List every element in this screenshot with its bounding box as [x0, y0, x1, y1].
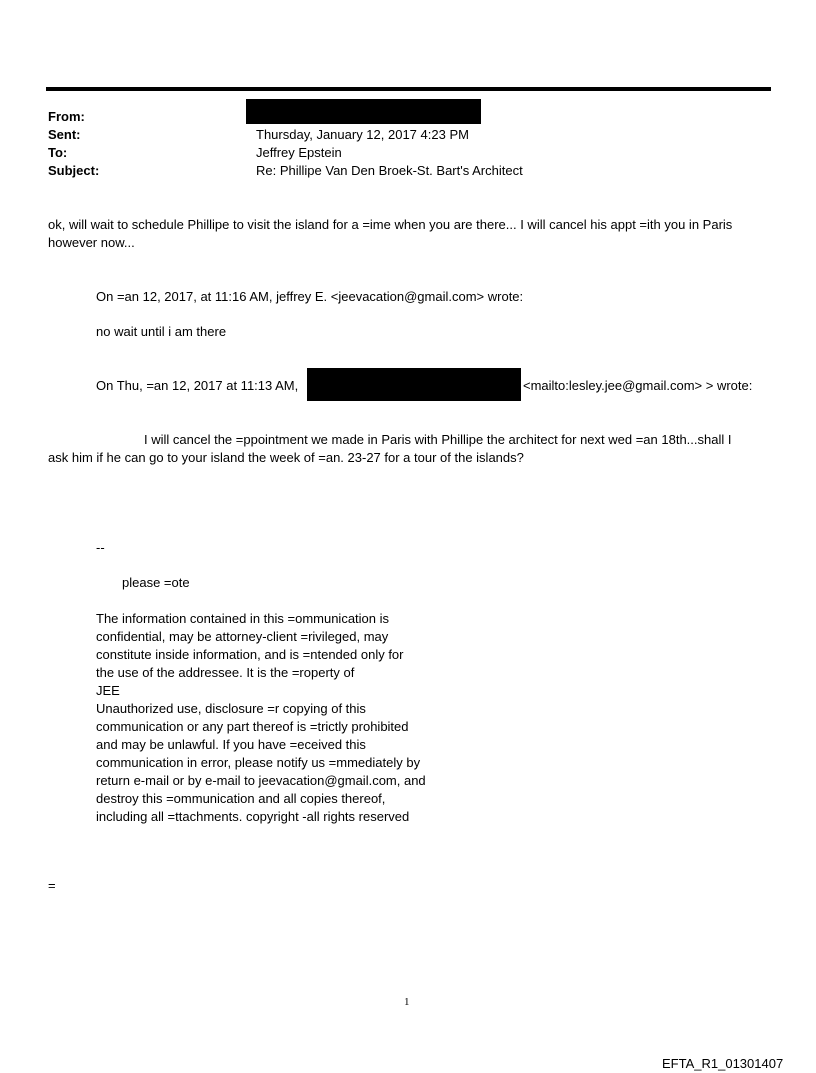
- reply-line-2: however now...: [48, 235, 135, 250]
- to-value: Jeffrey Epstein: [256, 145, 342, 160]
- disclaimer-line: including all =ttachments. copyright -all rights reserved: [96, 809, 410, 824]
- quote1-header: On =an 12, 2017, at 11:16 AM, jeffrey E. <jeevacation@gmail.com> wrote:: [96, 289, 524, 304]
- signature-dashes: --: [96, 540, 105, 555]
- sent-label: Sent:: [48, 127, 81, 142]
- reply-line-1: ok, will wait to schedule Phillipe to visit the island for a =ime when you are there... I will cancel his appt =ith you in Paris: [48, 217, 733, 232]
- disclaimer-line: and may be unlawful. If you have =eceived this: [96, 737, 366, 752]
- quote2-header-prefix: On Thu, =an 12, 2017 at 11:13 AM,: [96, 378, 299, 393]
- disclaimer-line: communication in error, please notify us =mmediately by: [96, 755, 421, 770]
- sender-redaction: [307, 368, 521, 401]
- disclaimer-line: communication or any part thereof is =trictly prohibited: [96, 719, 409, 734]
- disclaimer-line: Unauthorized use, disclosure =r copying of this: [96, 701, 366, 716]
- disclaimer: [96, 610, 426, 826]
- quote1-text: no wait until i am there: [96, 324, 227, 339]
- disclaimer-line: constitute inside information, and is =ntended only for: [96, 647, 404, 662]
- disclaimer-line: destroy this =ommunication and all copies thereof,: [96, 791, 386, 806]
- subject-label: Subject:: [48, 163, 100, 178]
- quote2-line-1: I will cancel the =ppointment we made in Paris with Phillipe the architect for next wed =an 18th...shall I: [144, 432, 732, 447]
- sent-value: Thursday, January 12, 2017 4:23 PM: [256, 127, 469, 142]
- from-redaction: [246, 99, 481, 124]
- from-label: From:: [48, 109, 85, 124]
- please-note: please =ote: [122, 575, 190, 590]
- subject-value: Re: Phillipe Van Den Broek-St. Bart's Architect: [256, 163, 523, 178]
- header-rule: [46, 87, 771, 91]
- disclaimer-line: confidential, may be attorney-client =rivileged, may: [96, 629, 389, 644]
- disclaimer-line: The information contained in this =ommunication is: [96, 611, 390, 626]
- to-label: To:: [48, 145, 68, 160]
- page-number: 1: [404, 996, 410, 1008]
- disclaimer-line: return e-mail or by e-mail to jeevacation@gmail.com, and: [96, 773, 426, 788]
- quote2-header-suffix: <mailto:lesley.jee@gmail.com> > wrote:: [523, 378, 753, 393]
- disclaimer-line: JEE: [96, 683, 120, 698]
- document-id: EFTA_R1_01301407: [662, 1056, 784, 1071]
- trailing-equals: =: [48, 878, 56, 893]
- disclaimer-line: the use of the addressee. It is the =roperty of: [96, 665, 355, 680]
- quote2-line-2: ask him if he can go to your island the week of =an. 23-27 for a tour of the islands?: [48, 450, 524, 465]
